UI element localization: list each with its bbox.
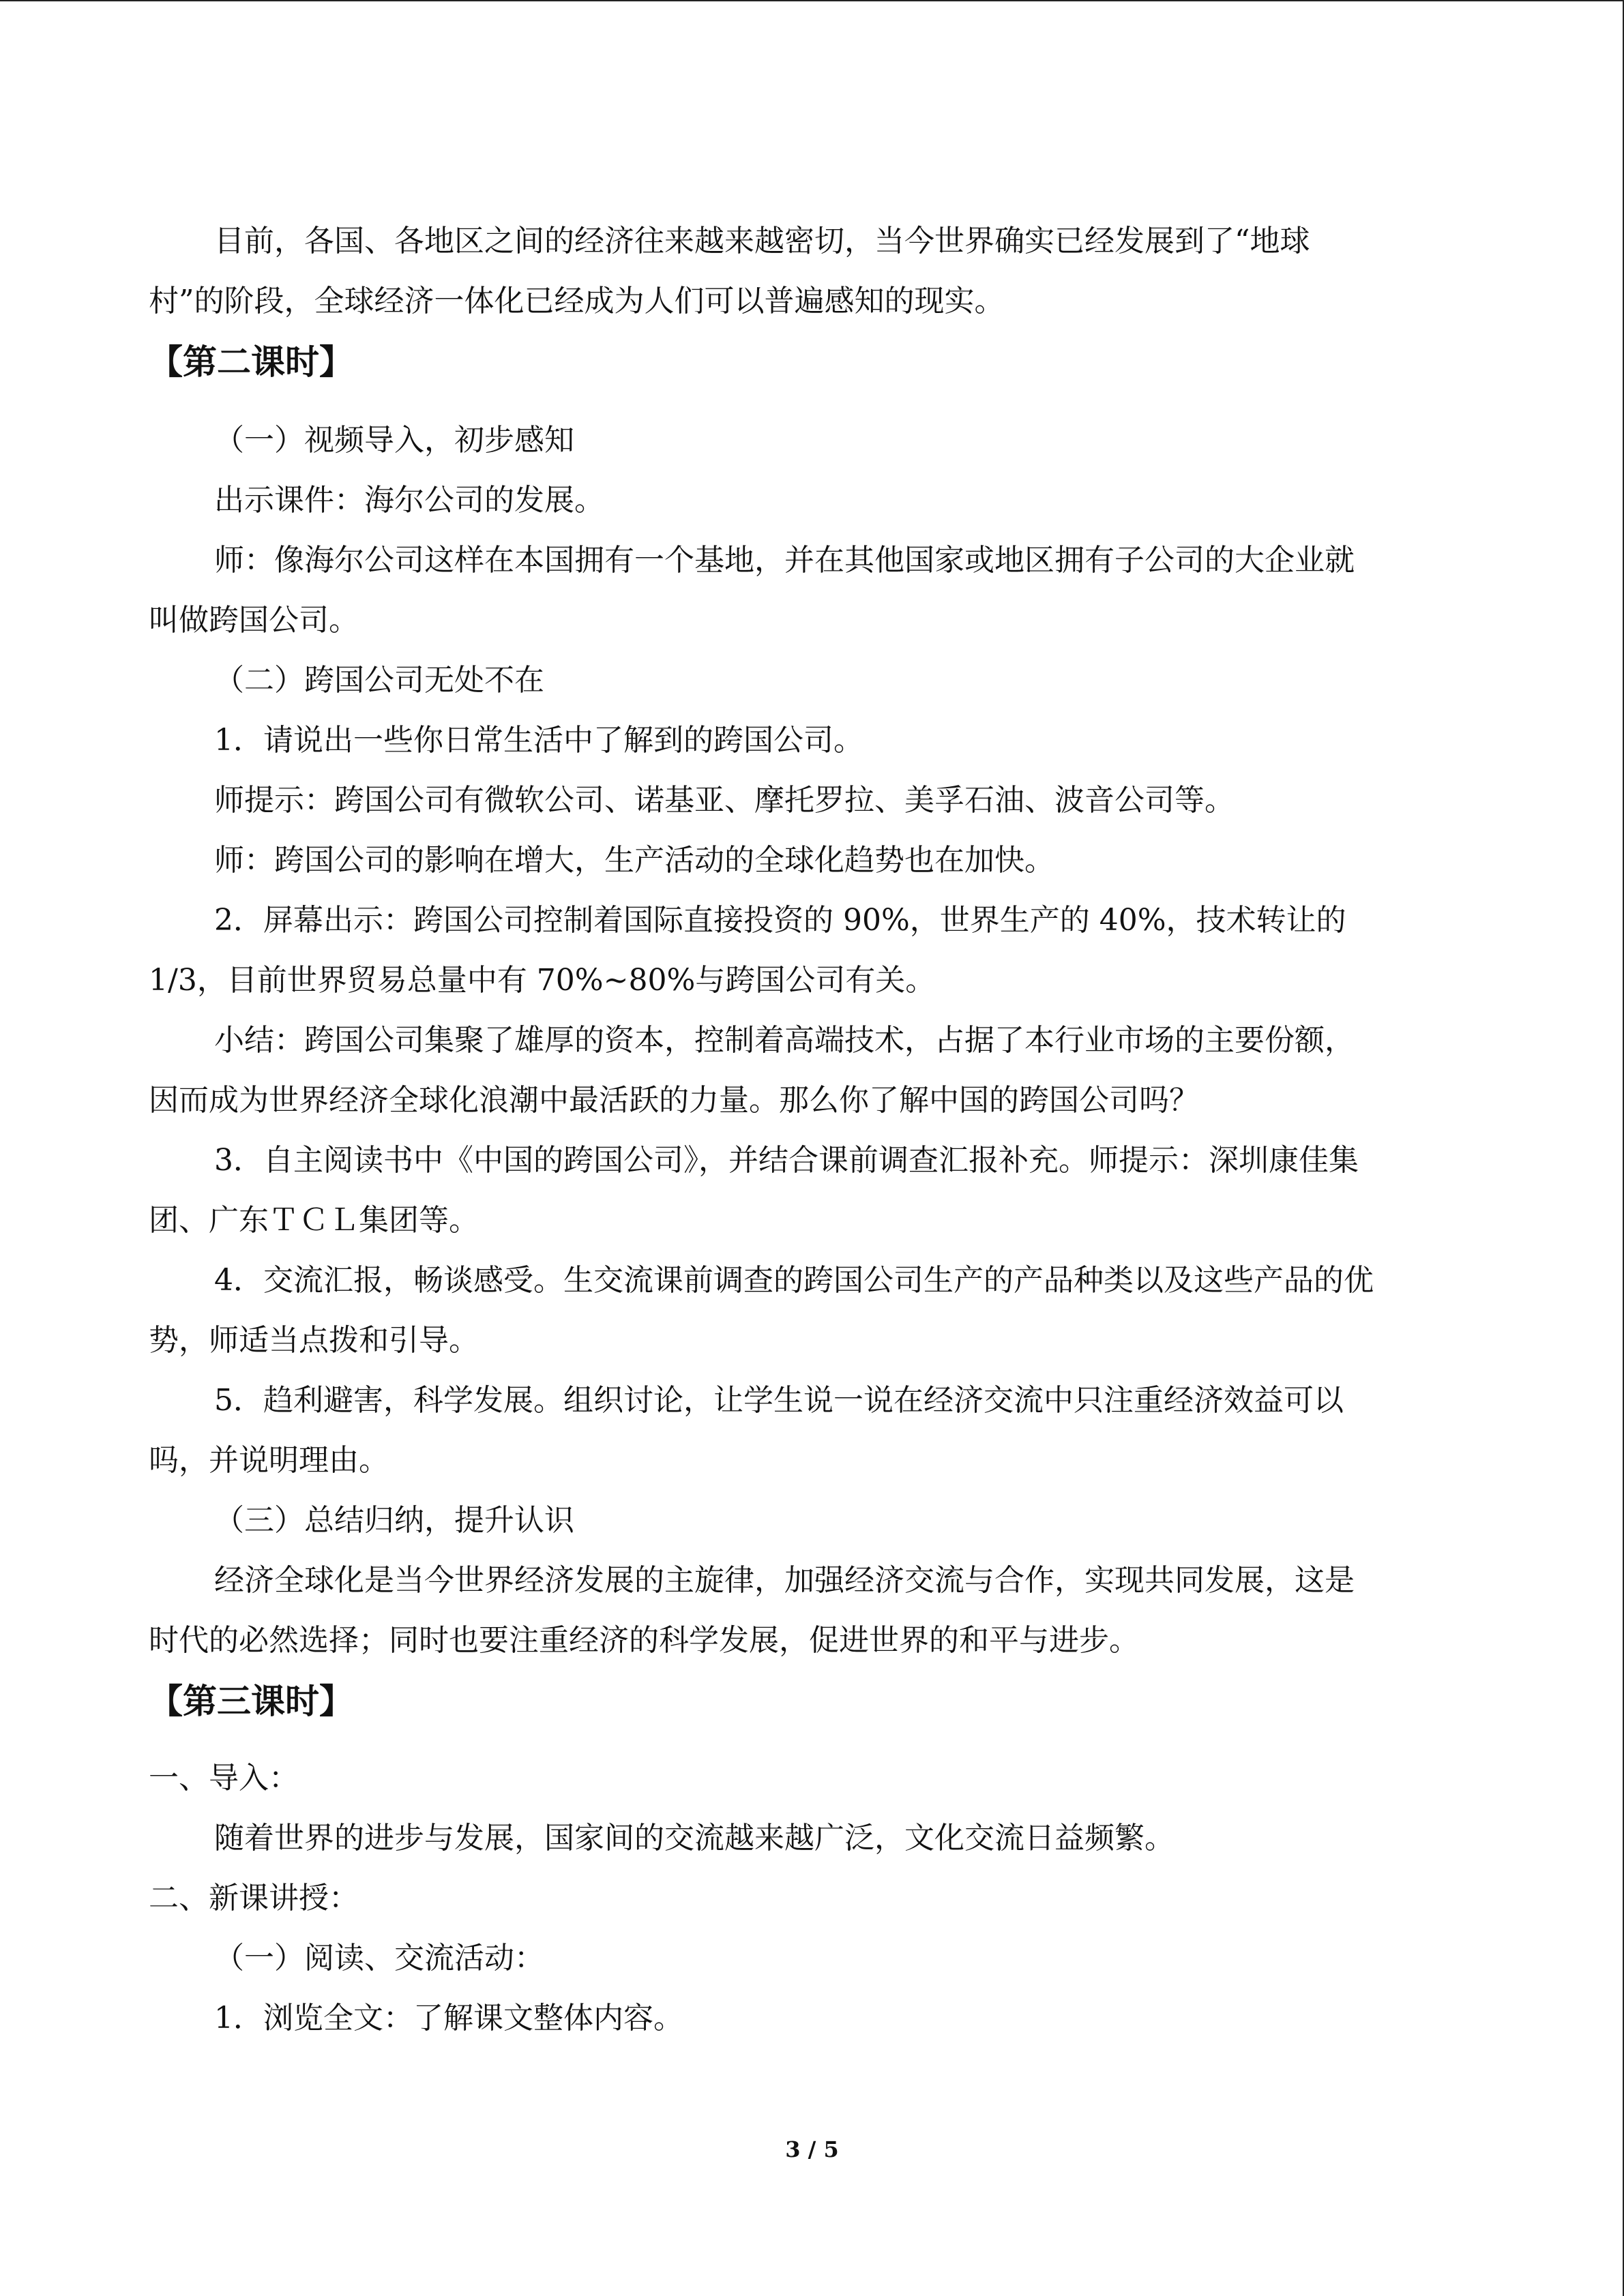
paragraph-line: 时代的必然选择；同时也要注重经济的科学发展，促进世界的和平与进步。: [149, 1623, 1139, 1658]
page-number: 3 / 5: [785, 2136, 839, 2162]
section-heading-lesson-2: 【第二课时】: [149, 342, 353, 382]
paragraph-line: 吗，并说明理由。: [149, 1443, 389, 1478]
list-item: 4．交流汇报，畅谈感受。生交流课前调查的跨国公司生产的产品种类以及这些产品的优: [214, 1263, 1374, 1298]
paragraph-line: 村”的阶段，全球经济一体化已经成为人们可以普遍感知的现实。: [149, 284, 1005, 318]
list-item: 2．屏幕出示：跨国公司控制着国际直接投资的 90%，世界生产的 40%，技术转让的: [214, 903, 1346, 938]
subheading: （三）总结归纳，提升认识: [214, 1503, 574, 1538]
subheading: （一）视频导入，初步感知: [214, 423, 574, 458]
paragraph-line: 目前，各国、各地区之间的经济往来越来越密切，当今世界确实已经发展到了“地球: [214, 224, 1310, 258]
subheading: 一、导入：: [149, 1761, 299, 1795]
subheading: 二、新课讲授：: [149, 1881, 359, 1915]
list-item: 1．浏览全文：了解课文整体内容。: [214, 2001, 683, 2036]
subheading: （一）阅读、交流活动：: [214, 1941, 544, 1976]
paragraph-line: 师：跨国公司的影响在增大，生产活动的全球化趋势也在加快。: [214, 843, 1054, 878]
paragraph-line: 经济全球化是当今世界经济发展的主旋律，加强经济交流与合作，实现共同发展，这是: [214, 1563, 1355, 1598]
paragraph-line: 师提示：跨国公司有微软公司、诺基亚、摩托罗拉、美孚石油、波音公司等。: [214, 783, 1235, 818]
list-item: 3．自主阅读书中《中国的跨国公司》，并结合课前调查汇报补充。师提示：深圳康佳集: [214, 1143, 1359, 1178]
paragraph-line: 出示课件：海尔公司的发展。: [214, 483, 604, 518]
subheading: （二）跨国公司无处不在: [214, 663, 544, 698]
list-item: 5．趋利避害，科学发展。组织讨论，让学生说一说在经济交流中只注重经济效益可以: [214, 1383, 1344, 1418]
paragraph-line: 因而成为世界经济全球化浪潮中最活跃的力量。那么你了解中国的跨国公司吗？: [149, 1083, 1199, 1118]
paragraph-line: 小结：跨国公司集聚了雄厚的资本，控制着高端技术，占据了本行业市场的主要份额，: [214, 1023, 1355, 1058]
list-item: 1．请说出一些你日常生活中了解到的跨国公司。: [214, 723, 863, 758]
paragraph-line: 团、广东ＴＣＬ集团等。: [149, 1203, 479, 1238]
paragraph-line: 随着世界的进步与发展，国家间的交流越来越广泛，文化交流日益频繁。: [214, 1821, 1175, 1855]
paragraph-line: 1/3，目前世界贸易总量中有 70%~80%与跨国公司有关。: [149, 963, 936, 998]
paragraph-line: 叫做跨国公司。: [149, 603, 359, 638]
paragraph-line: 师：像海尔公司这样在本国拥有一个基地，并在其他国家或地区拥有子公司的大企业就: [214, 543, 1355, 578]
paragraph-line: 势，师适当点拨和引导。: [149, 1323, 479, 1358]
section-heading-lesson-3: 【第三课时】: [149, 1682, 353, 1721]
